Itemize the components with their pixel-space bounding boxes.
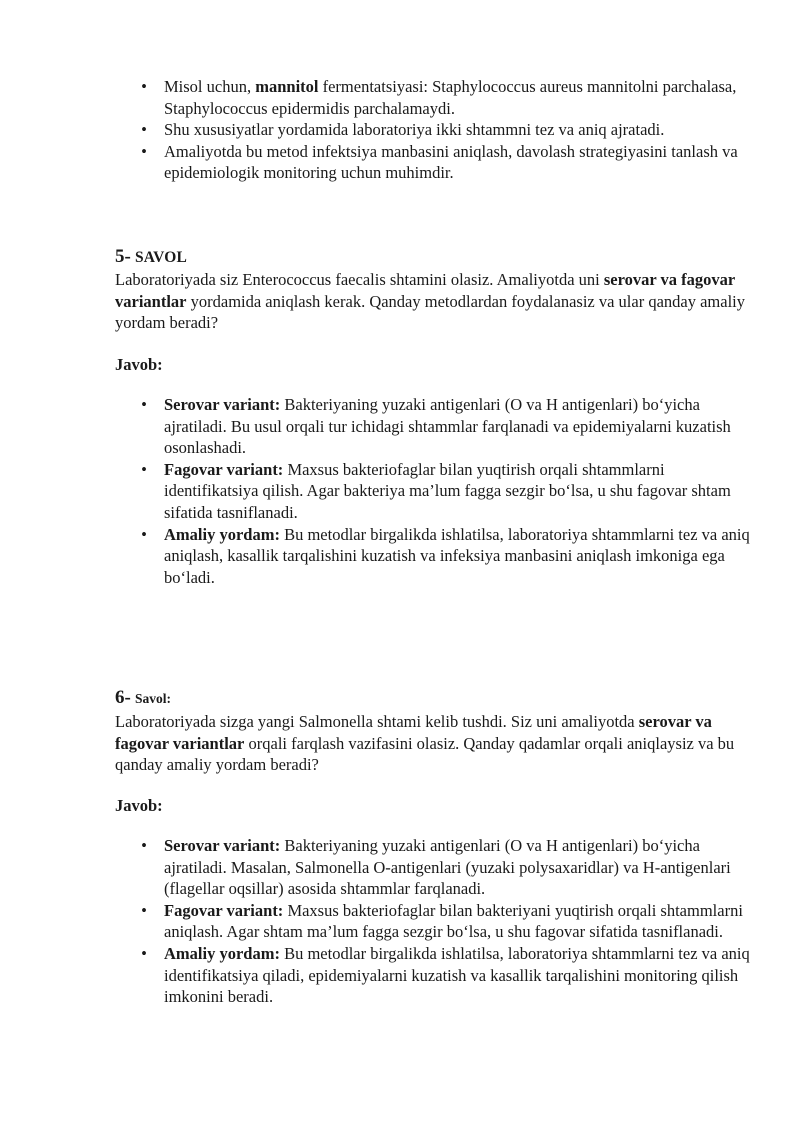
list-item-label: Serovar variant: (164, 836, 281, 855)
question-bold: serovar va fagovar variantlar (115, 270, 735, 311)
bullet-icon: • (141, 77, 147, 96)
question-number: 5- (115, 246, 131, 267)
bullet-icon: • (141, 900, 147, 920)
list-item (141, 943, 754, 1008)
question-5-heading (115, 246, 187, 269)
question-text: Laboratoriyada sizga yangi Salmonella shtami kelib tushdi. Siz uni amaliyotda (115, 712, 639, 731)
answer-6-list (141, 835, 754, 1008)
list-item (141, 76, 754, 119)
question-6-text (115, 711, 745, 776)
list-item (141, 394, 754, 459)
question-bold: serovar va fagovar variantlar (115, 712, 712, 753)
answer-5-list (141, 394, 754, 588)
list-item (141, 835, 754, 900)
bullet-icon: • (141, 120, 147, 140)
list-item-label: Serovar variant: (164, 395, 281, 414)
question-word: Savol: (134, 691, 171, 706)
intro-bullet-list (141, 76, 754, 184)
list-item (141, 141, 754, 184)
list-item-text: Maxsus bakteriofaglar bilan yuqtirish orqali shtammlarni identifikatsiya qilish. Agar bakteriya ma’lum fagga sezgir bo‘lsa, u shu fagovar shtam sifatida tasniflanadi. (164, 459, 731, 522)
list-item-text: Bu metodlar birgalikda ishlatilsa, laboratoriya shtammlarni tez va aniq aniqlash, kasallik tarqalishini kuzatish va infeksiya manbasini aniqlash imkoniga ega bo‘ladi. (164, 524, 750, 587)
list-item-label: Amaliy yordam: (164, 943, 280, 963)
list-item-text: Bakteriyaning yuzaki antigenlari (O va H antigenlari) bo‘yicha ajratiladi. Bu usul orqali tur ichidagi shtammlar farqlanadi va epidemiyalarni kuzatish osonlashadi. (164, 395, 731, 458)
list-item (141, 524, 754, 589)
bullet-icon: • (141, 395, 147, 414)
list-item (141, 459, 754, 524)
question-text: orqali farqlash vazifasini olasiz. Qanday qadamlar orqali aniqlaysiz va bu qanday amaliy yordam beradi? (115, 733, 735, 775)
answer-5-label: Javob: (115, 355, 163, 374)
question-6-heading (115, 687, 171, 710)
question-number: 6- (115, 687, 131, 708)
list-item-text: Bakteriyaning yuzaki antigenlari (O va H antigenlari) bo‘yicha ajratiladi. Masalan, Salmonella O-antigenlari (yuzaki polysaxaridlar) va H-antigenlari (flagellar oqsillar) asosida shtammlar farqlanadi. (164, 836, 731, 899)
list-item-text: fermentatsiyasi: Staphylococcus aureus mannitolni parchalasa, Staphylococcus epidermidis parchalamaydi. (164, 77, 737, 118)
bullet-icon: • (141, 141, 147, 161)
question-5-text (115, 269, 745, 334)
list-item-text: Maxsus bakteriofaglar bilan bakteriyani yuqtirish orqali shtammlarni aniqlash. Agar shtam ma’lum fagga sezgir bo‘lsa, u shu fagovar sifatida tasniflanadi. (164, 900, 743, 942)
question-word: SAVOL (134, 249, 188, 266)
bullet-icon: • (141, 459, 147, 479)
list-item-text: Shu xususiyatlar yordamida laboratoriya ikki shtammni tez va aniq ajratadi. (164, 120, 665, 140)
bullet-icon: • (141, 524, 147, 544)
list-item (141, 119, 754, 141)
question-text: Laboratoriyada siz Enterococcus faecalis shtamini olasiz. Amaliyotda uni (115, 270, 604, 289)
list-item-text: Bu metodlar birgalikda ishlatilsa, laboratoriya shtammlarni tez va aniq identifikatsiya qiladi, epidemiyalarni kuzatish va kasallik tarqalishini monitoring qilish imkonini beradi. (164, 943, 750, 1007)
list-item-bold: mannitol (255, 77, 319, 96)
bullet-icon: • (141, 943, 147, 963)
list-item (141, 900, 754, 943)
list-item-label: Fagovar variant: (164, 900, 284, 920)
question-text: yordamida aniqlash kerak. Qanday metodlardan foydalanasiz va ular qanday amaliy yordam beradi? (115, 291, 745, 333)
list-item-label: Fagovar variant: (164, 459, 284, 479)
list-item-label: Amaliy yordam: (164, 524, 280, 544)
bullet-icon: • (141, 836, 147, 855)
list-item-text: Amaliyotda bu metod infektsiya manbasini aniqlash, davolash strategiyasini tanlash va epidemiologik monitoring uchun muhimdir. (164, 141, 738, 183)
answer-6-label: Javob: (115, 796, 163, 815)
list-item-text: Misol uchun, (164, 77, 256, 96)
